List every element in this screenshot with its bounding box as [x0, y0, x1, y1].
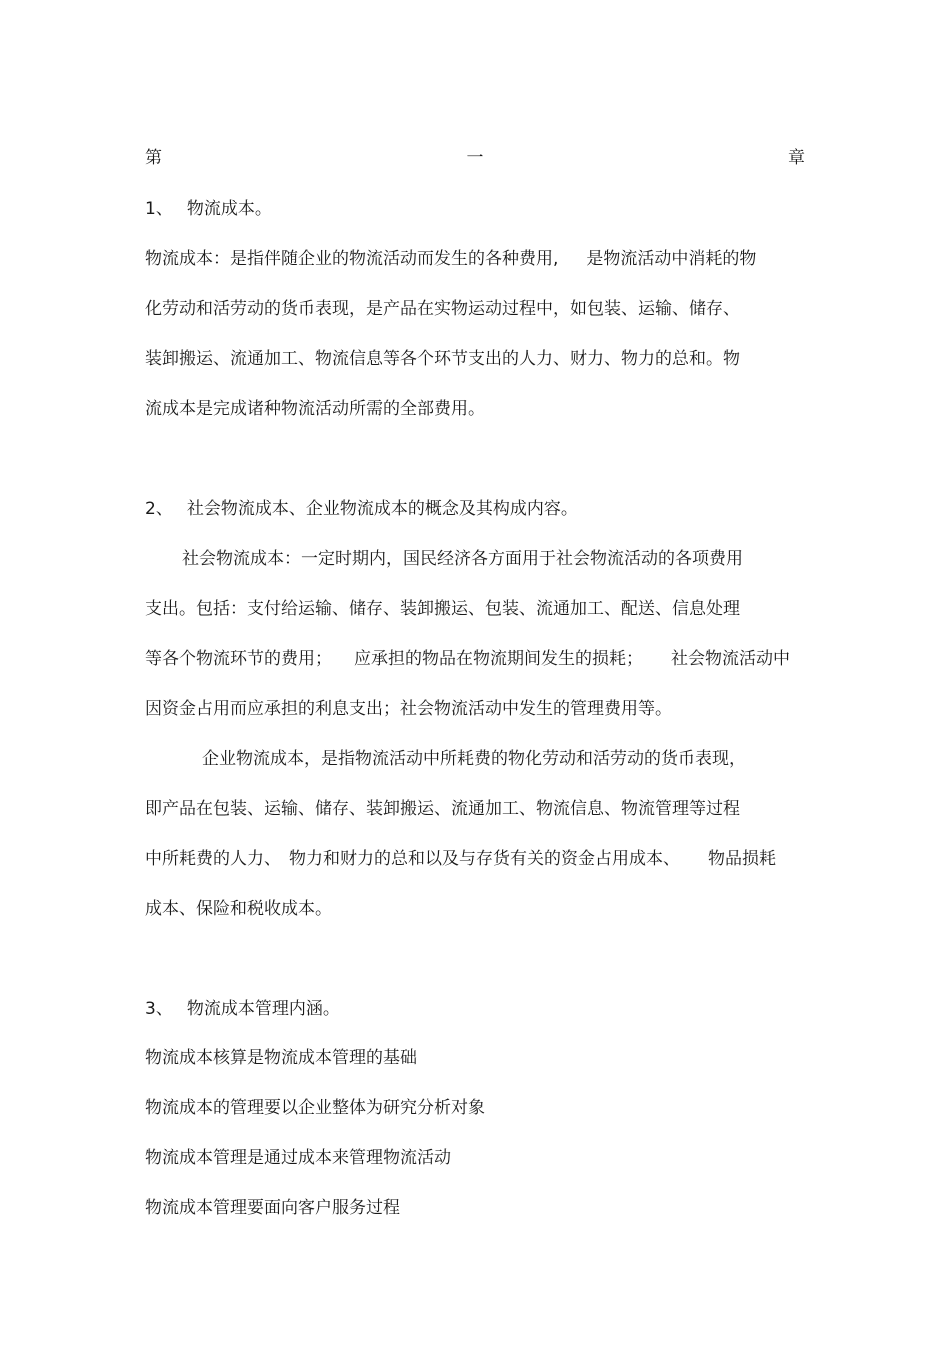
- section-3-number: 3、: [145, 999, 173, 1019]
- section-2-p2-line-1: 企业物流成本，是指物流活动中所耗费的物化劳动和活劳动的货币表现，: [202, 749, 746, 769]
- section-1-line-3: 装卸搬运、流通加工、物流信息等各个环节支出的人力、财力、物力的总和。物: [145, 349, 740, 369]
- section-3-title: 物流成本管理内涵。: [186, 999, 340, 1019]
- section-2-p2-line-2: 即产品在包装、运输、储存、装卸搬运、流通加工、物流信息、物流管理等过程: [145, 799, 740, 819]
- section-1-line-1-part-b: 是物流活动中消耗的物: [586, 249, 757, 269]
- chapter-char-3: 章: [788, 148, 805, 168]
- section-2-p1-line-3-part-a: 等各个物流环节的费用；: [145, 649, 332, 669]
- section-1-line-1: [145, 247, 756, 271]
- section-1-line-2: 化劳动和活劳动的货币表现，是产品在实物运动过程中，如包装、运输、储存、: [145, 299, 740, 319]
- section-2-p1-line-4: 因资金占用而应承担的利息支出；社会物流活动中发生的管理费用等。: [145, 699, 672, 719]
- chapter-char-2: 一: [466, 148, 484, 168]
- section-2-number: 2、: [145, 499, 173, 519]
- section-2-p2-line-3-part-b: 物力和财力的总和以及与存货有关的资金占用成本、: [289, 849, 680, 869]
- section-2-p1-line-3: [145, 647, 790, 671]
- section-2-p1-line-3-part-c: 社会物流活动中: [671, 649, 790, 669]
- section-2-p2-line-3-part-a: 中所耗费的人力、: [145, 849, 281, 869]
- section-1-title: 物流成本。: [186, 199, 272, 219]
- section-3-item-3: 物流成本管理是通过成本来管理物流活动: [145, 1148, 451, 1168]
- chapter-title: [145, 146, 805, 170]
- section-3-item-1: 物流成本核算是物流成本管理的基础: [145, 1048, 417, 1068]
- section-1-line-4: 流成本是完成诸种物流活动所需的全部费用。: [145, 399, 485, 419]
- section-2-p2-line-3-part-c: 物品损耗: [708, 849, 776, 869]
- section-3-heading: [145, 997, 340, 1021]
- section-3-item-2: 物流成本的管理要以企业整体为研究分析对象: [145, 1098, 485, 1118]
- section-2-p1-line-3-part-b: 应承担的物品在物流期间发生的损耗；: [354, 649, 643, 669]
- section-2-p2-line-3: [145, 847, 776, 871]
- section-2-title: 社会物流成本、企业物流成本的概念及其构成内容。: [186, 499, 578, 519]
- section-1-line-1-part-a: 物流成本：是指伴随企业的物流活动而发生的各种费用,: [145, 249, 559, 269]
- section-3-item-4: 物流成本管理要面向客户服务过程: [145, 1198, 400, 1218]
- section-2-p1-line-2: 支出。包括：支付给运输、储存、装卸搬运、包装、流通加工、配送、信息处理: [145, 599, 740, 619]
- section-1-heading: [145, 197, 272, 221]
- section-2-p1-line-1: 社会物流成本：一定时期内，国民经济各方面用于社会物流活动的各项费用: [182, 549, 743, 569]
- section-2-p2-line-4: 成本、保险和税收成本。: [145, 899, 332, 919]
- section-1-number: 1、: [145, 199, 173, 219]
- section-2-heading: [145, 497, 578, 521]
- chapter-char-1: 第: [145, 148, 162, 168]
